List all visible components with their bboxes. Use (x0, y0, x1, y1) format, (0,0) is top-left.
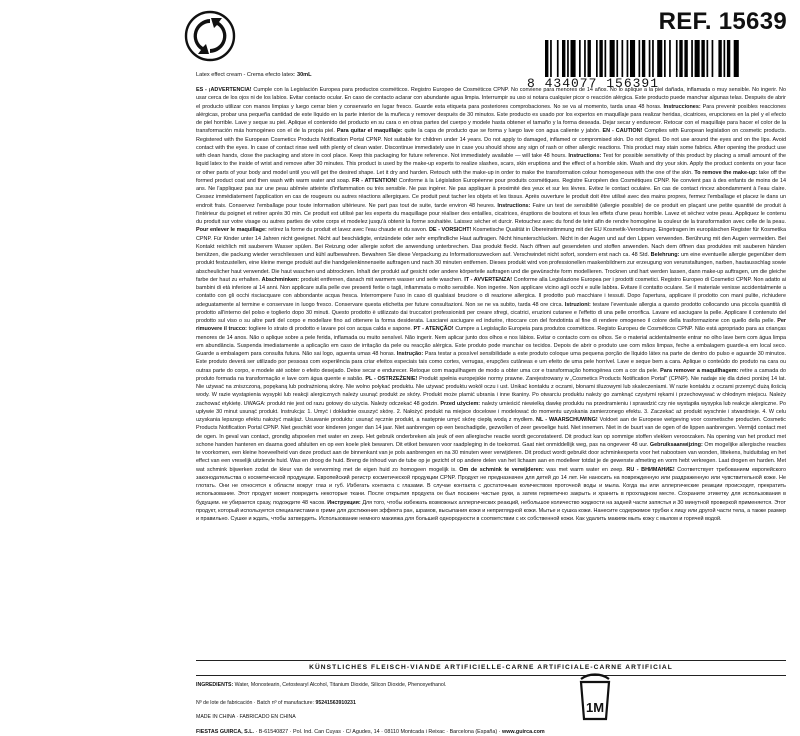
de-remove-tag: Abschminken: (261, 276, 300, 283)
es-remove-text: quite la capa de producto que se forma y luego lave con agua caliente y jabón. (404, 128, 601, 135)
country-of-origin: MADE IN CHINA · FABRICADO EN CHINA (196, 714, 296, 720)
de-warning-text: Kosmetische Qualität in Übereinstimmung mit der EU Kosmetik-Verordnung. Eingetragen im europäischen Register für Kosmetika CPNP. Für Kinder unter 14 Jahren nicht geeignet. Nicht auf beschädigte, entzündete oder sehr empfindliche Haut auftragen. Nicht hinunterschlucken. Nicht in der Augen und auf den Lippen verwenden. Berührung mit den Augen vermeiden. Bei Kontakt reichlich mit sauberem Wasser spülen. Bei Reizung oder allergie sofort die anwendung unterbrechen. Das produkt fleckt. Nach öffnen auf gesendeten und stoffen anwenden. Nach dem öffnen das produktes mit sauberen händen benützen, die packung wieder verschliessen und kühl aufbewahren. Bewahren Sie diese Verpackung zu Informationszwecken auf. Verschwindet nicht sofort, sondern erst nach ca. 48 Std. (196, 227, 786, 258)
es-remove-tag: Para quitar el maquillaje: (336, 128, 403, 135)
it-remove-text: togliere lo strato di prodotto e lavare poi con acqua calda e sapone. (248, 326, 412, 333)
ingredients-text: Water, Monostearin, Cetostearyl Alcohol, Titanium Dioxide, Silicon Dioxide, Phenoxyethanol. (234, 682, 447, 688)
company-address: · B-61540827 · Pol. Ind. Can Cuyas · C/ Agudes, 14 · 08110 Montcada i Reixac · Barcelona (España) · (255, 729, 501, 735)
en-warning-tag: EN - CAUTION! (602, 128, 643, 135)
ru-warning-text: Соответствует требованиям европейского законодательства о косметической продукции. Европейский регистр косметической продукции CPNP. Продукт не предназначен для детей до 14 лет. Не наносить на поврежденную или раздраженную или чувствительной коже. Не глотать. Они не относятся к области вокруг глаз и губ. Избегать контакта с глазами. В случае контакта с достаточным количеством проточной воды и мыла. Когда вы или аллергические реакции происходят, прекратить использование. Этот продукт может повредить некоторые ткани. После открытия продукта он был посажен чистые руки, а затем герметично закрыть и хранить в прохладном месте. Сохраните этикетку для использования в будущем. не убирается сразу, подождите 48 часов. (196, 466, 786, 506)
pl-instructions-tag: Przed użyciem: (440, 400, 481, 407)
ru-instructions-tag: Инструкция: (327, 499, 361, 506)
ru-instructions-text: Для того, чтобы избежать возможных аллергических реакций, небольшое количество жидкости на задней части запястья и 30 минутной проверкой применяется. Этот продукт, который используется специалистами в гриме для достижения эффекта ран, шрамов, высыпания кожи и неприглядной кожи. Мытье и сушка кожи. Нанесите содержимое трубки к лицу или другой части тела, а также размер и правильно. Сушке и ждать, чтобы затвердеть. Использование немного макияжа для большей однородности в соответствии с их собственной кожи. Как удалить макияж мыть кожу с мылом и горячей водой. (196, 499, 786, 522)
ru-warning-tag: RU - ВНИМАНИЕ! (626, 466, 675, 473)
nl-instructions-tag: Gebruiksaanwijzing: (649, 441, 703, 448)
es-warning-text: Cumple con la Legislación Europea para productos cosméticos. Registro Europeo de Cosméticos CPNP. No conviene para menores de 14 años. No lo aplique a la piel dañada, inflamada o muy sensible. No ingerir. No usar cerca de los ojos ni de los labios. Evitar contacto ocular. En caso de contacto aclarar con abundante agua limpia. Interrumpir su uso si notara cualquier picor o reacción alérgica. Este producto puede manchar algunas telas. Después de abrir el producto utilizar con manos limpias y luego cerrar bien y conservarlo en lugar fresco. Guarde esta etiqueta para posteriores comprobaciones. No se va al momento, tarda unas 48 horas. (196, 87, 786, 110)
it-warning-text: Conforme alla Legislazione Europea per i prodotti cosmetici. Registro Europeo di Cosmetici CPNP. Non adatto ai bambini di età inferiore ai 14 anni. Non applicare sulla pelle ove presenti ferite o tagli, infiammata o molto sensibile. Non ingerire. Non applicare vicino agli occhi e sulle labbra. Evitare il contatto oculare. Se il materiale venisse accidentalmente a contatto con gli occhi risciacquare con abbondante acqua fresca. Interrompere l'uso in caso di qualsiasi bruciore o di reazione allergica. Il prodotto può macchiare i tessuti. Dopo l'apertura, applicare il prodotto con mani pulite, richiudere adeguatamente al termine e conservare in luogo fresco. Conservare questa etichetta per future consultazioni. Non se ne va subito, tarda 48 ore circa. (196, 276, 786, 308)
pl-warning-tag: PL - OSTRZEŻENIE! (365, 375, 418, 382)
green-dot-recycling-icon (184, 10, 236, 62)
fr-warning-tag: FR - ATTENTION! (352, 177, 398, 184)
ingredients (196, 682, 446, 688)
divider (196, 660, 786, 661)
nl-remove-tag: Om de schmink te verwijderen: (459, 466, 544, 473)
fr-warning-text: Conforme à la Législation Européenne pour produits cosmétiques. Registre Européen des Cosmétiques CPNP. Ne convient pas à des enfants de moins de 14 ans. Ne l'appliquez pas sur une peau abîmée atteinte d'inflammation ou très sensible. Ne pas ingérer. Ne pas appliquer à proximité des yeux et sur les lèvres. Evitez le contact oculaire. En cas de contact rincez abondamment à l'eau claire. Cessez immédiatement l'application en cas de rougeurs ou autres réactions allergiques. Ce produit peut tacher les objets et les tissus. Après ouverture le produit doit être utilisé avec des mains propres, fermez l'emballage et placez le dans un endroit frais. Conservez l'emballage pour toute information ultérieure. Ne part pas tout de suite, tarde environ 48 heures. (196, 177, 786, 209)
product-volume: 30mL (296, 72, 312, 78)
batch-number (196, 700, 356, 706)
fr-remove-tag: Pour enlever le maquillage: (196, 227, 267, 234)
en-instructions-tag: Instructions: (568, 153, 602, 159)
de-remove-text: produkt entfernen, danach mit warmem wasser und seife waschen. (300, 276, 463, 283)
pao-label: 1M (585, 700, 605, 715)
product-type-banner: KÜNSTLICHES FLEISCH-VIANDE ARTIFICIELLE-CARNE ARTIFICIALE-CARNE ARTIFICIAL (309, 664, 673, 671)
product-title: Latex effect cream - Crema efecto latex: (196, 72, 296, 78)
nl-remove-text: was met warm water en zeep. (546, 466, 624, 473)
company-website: www.guirca.com (502, 729, 545, 735)
ingredients-label: INGREDIENTS: (196, 682, 234, 688)
de-instructions-tag: Belehrung: (650, 252, 680, 258)
en-remove-tag: To remove the make-up: (694, 169, 758, 176)
en-remove-text: take off the formed product coat and then wash with warm water and soap. (196, 169, 786, 184)
nl-instructions-text: Om mogelijke allergische reacties te voorkomen, een kleine hoeveelheid van deze product aan de binnenkant van je pols aanbrengen en na 30 minuten weer verwijderen. Dit product wordt gebruikt door schminkexperts voor het nabootsen van wonden, littekens, huiduitslag en het effect van een vreselijk uitziende huid. Was en droog de huid. Breng de inhoud van de tube op je gezicht of op andere delen van het lichaam aan en modelleer totdat je de gewenste afmeting en vorm hebt verkregen. Laat drogen en harden. Met wat schmink bijwerken zodat de kleur van de vervorming met de eigen huid zo homogeen mogelijk is. (196, 441, 786, 473)
batch-label: Nº de lote de fabricación · Batch nº of manufacture: (196, 700, 314, 706)
it-instructions-tag: Istruzioni: (564, 301, 591, 308)
ref-title: REF. 15639 (658, 8, 787, 35)
es-warning-tag: ES - ¡ADVERTENCIA! (196, 87, 252, 93)
barcode-number: 8 434077 156391 (527, 77, 787, 91)
en-instructions-text: Test for possible sensitivity of this product by placing a small amount of the liquid latex to the inside of wrist and remove after 30 minutes. This product is used by the make-up experts to realize slashes, scars, skin eruptions and the effect of a horrible skin. Wash and dry your skin. Apply the product contents on your face or other parts of your body and model until you will get the desired shape. Let it dry and harden. Retouch with the make-up in order to make the transformation colour homogeneous with the one of the skin. (196, 153, 786, 176)
warnings-text-block (196, 86, 786, 632)
fr-remove-text: retirez la forme du produit et lavez avec l'eau chaude et du savon. (268, 227, 428, 234)
es-instructions-text: Para prevenir posibles reacciones alérgicas, probar una pequeña cantidad de este líquido en la parte interior de la muñeca y remover después de 30 minutos. Este producto es usado por los expertos en maquillaje para realizar heridas, cicatrices, erupciones en la piel y el efecto de piel horrible. Lave y seque su piel. Aplique el contenido del producto en su cara o en otras partes del cuerpo y modele hasta obtener el tamaño y la forma deseada. Dejar secar y endurecer. Retocar con el maquillaje para hacer el color de la transformación más homogéneo con el de la propia piel. (196, 103, 786, 135)
pt-warning-tag: PT - ATENÇÃO! (413, 326, 454, 333)
pt-remove-text: retire a camada do produto formada na transformação e lave com água quente e sabão. (196, 367, 786, 382)
pt-instructions-text: Para testar a possível sensibilidade a este produto coloque uma pequena porção de líquido látex na parte de dentro do pulso e aguarde 30 minutos. Este produto deverá ser utilizado por pessoas com experiência para criar efeitos especiais tais como cortes, verrugas, erupções cutâneas e um efeito de uma pele horrível. Lave e seque bem a cara. Aplique o conteúdo do produto na cara ou outras parte do corpo, e modele até sobter o efeito desejado. Deixe secar e endurecer. Retoque com maquilhagem de modo a obter uma cor e transformação homogénea com a cor da pele. (196, 351, 786, 374)
pt-instructions-tag: Instrução: (396, 351, 424, 357)
de-instructions-text: um eine eventuelle allergie gegenüber dem produkt festzustellen, eine kleine menge produkt auf die handgelenkinnenseite auftragen und nach 30 minuten entfernen. Dieses produkt wird von professionellen maskenbildnern zur erzeugung von verunstaltungen, narben, hautausschlag sowie abscheulicher haut verwendet. Die haut waschen und abtrocknen. Inhalt der produkt auf gesicht oder andere körperteile auftragen und die gewünschte form modellieren. Trocknen und hart werden lassen, dann make-up auftragen, um die gleiche farbe der haut zu erhalten. (196, 252, 786, 283)
nl-warning-tag: NL - WAARSCHUWING! (536, 417, 598, 423)
es-instructions-tag: Instrucciones: (663, 103, 701, 110)
pt-remove-tag: Para remover a maquilhagem: (660, 367, 739, 374)
fr-instructions-text: Faire un test de sensibilité (allergie possible) de ce produit en plaçant une petite quantité de produit à l'intérieur du poignet et retirer après 30 min. Ce produit est utilisé par les experts du maquillage pour réaliser des entailles, cicatrices, éruptions de boutons et tous les effets d'une peau horrible. Lavez et séchez votre peau. Appliquez le contenu du produit sur votre visage ou autres parties de votre corps et modelez jusqu'à obtenir la forme souhaitée. Laissez sécher et durcir. Retouchez avec du fond de teint afin de rendre homogène la couleur de la transformation avec celle de la peau. (196, 202, 786, 225)
fr-instructions-tag: Instructions: (497, 202, 531, 209)
company-footer (196, 729, 545, 735)
reference-number (527, 8, 787, 36)
nl-warning-text: Voldoet aan de Europese wetgeving voor cosmetische producten. Cosmetic Products Notification Portal CPNP. Niet geschikt voor kinderen jonger dan 14 jaar. Niet aanbrengen op een beschadigde, gezwollen of zeer gevoelige huid. Niet innemen. Niet in de buurt van de ogen of de lippen aanbrengen. Vermijd contact met de ogen. In geval van contact, grondig afspoelen met water en zeep. Het gebruik onderbreken als jeuk of een allergische reactie wordt geconstateerd. Dit product kan op sommige stoffen vlekken veroorzaken. Na opening van het product met schone handen hanteren en daarna goed afsluiten en op een koele plek bewaren. Dit etiket bewaren voor raadpleging in de toekomst. Gaat niet onmiddellijk weg, pas na ongeveer 48 uur. (196, 417, 786, 448)
batch-value: 95241563910231 (315, 700, 356, 706)
product-name (196, 72, 312, 78)
en-warning-text: Complies with European legislation on cosmetic products. Registered with the European Cosmetics Products Notification Portal CPNP. Not suitable for children under 14 years. Do not apply to damaged, inflamed or compromised skin. Do not digest. Do not use around the eyes and on the lips. Avoid contact with the eyes. In case of contact rinse well with plenty of clean water. Discontinue immediately use in case you should show any sign of rash or other allergic reactions. This product may stain some fabrics. After opening the product use with clean hands, close the packaging and store in cool place. Keep this packaging for future reference. Not immediately available — will take 48 hours. (196, 128, 786, 159)
company-name: FIESTAS GUIRCA, S.L. (196, 729, 255, 735)
pt-warning-text: Cumpre a Legislação Europeia para produtos cosméticos. Registo Europeu de Cosméticos CPNP. Não está apropriado para as crianças menores de 14 anos. Não o aplique sobre a pele ferida, inflamada ou muito sensível. Não ingerir. Nem aplicar junto dos olhos e nos lábios. Evitar o contacto com os olhos. Se o material acidentalmente entrar no olho lave bem com água limpa em abundância. Suspenda imediatamente a aplicação em caso de irritação da pele ou reacção alérgica. Este produto pode manchar os tecidos. Depois de abrir o produto use com mãos limpas, feche a embalagem guarde-a em local seco. Guarde a embalagem para consulta futura. Não sai logo, aguenta umas 48 horas. (196, 326, 786, 357)
it-instructions-text: testare l'eventuale allergia a questo prodotto collocando una piccola quantità di prodotto all'interno del polso e toglierlo dopo 30 minuti. Questo prodotto è utilizzato dai truccatori professionisti per creare sfregi, cicatrici, eruzioni cutanee e l'effetto di una pelle orrorifica. Lavare ed asciugare la pelle. Applicare il contenuto del prodotto sul viso o su altre parti del corpo e modellare fino ad ottenere la forma desiderata. Lasciarei asciugare ed indurire, ritoccare con del fondotinta al fine di rendere omogeneo il colore della trasformazione con quello della pelle. (196, 301, 786, 324)
divider (196, 675, 786, 676)
it-remove-tag: Per rimuovere il trucco: (196, 318, 786, 333)
de-warning-tag: DE - VORSICHT! (429, 227, 472, 234)
pl-instructions-text: należy umieścić niewielką dawkę produktu na przedramieniu i sprawdzić czy nie wystąpiła wysypka lub reakcje alergiczne. Po upływie 30 minut usunąć produkt. Instrukcja: 1. Umyć i dokładnie osuszyć skórę. 2. Nałożyć produkt na miejsce docelowe i modelować do momentu uzyskania zamierzonego efektu. 3. Zaczekać aż produkt wyschnie i stwardnieje. 4. W celu uzyskania lepszego efektu nałożyć makijaż. Usuwanie produktu: usunąć ręcznie produkt, a następnie umyć skórę ciepłą wodą z mydłem. (196, 400, 786, 423)
it-warning-tag: IT - AVVERTENZA! (464, 276, 513, 283)
pl-warning-text: Produkt spełnia europejskie normy prawne. Zarejestrowany w „Cosmetics Products Notification Portal" (CPNP). Nie nadaje się dla dzieci poniżej 14 lat. Nie używać na zniszczoną, popękaną lub podrażnioną skórę. Nie wolno połykać produktu. Nie używać produktu wokół oczu i ust. Unikać kontaktu z oczami, błonami śluzowymi lub skaleczeniami. W razie kontaktu z oczami przemyć dużą ilością wody. W razie wystąpienia wysypki lub reakcji alergicznych należy usunąć produkt ze skóry. Produkt może plamić ubrania i inne tkaniny. Po otwarciu produktu należy go zamknąć czystymi rękami i przechowywać w chłodnym miejscu. Należy zachować etykietę. UWAGA: produkt nie jest od razu gotowy do użycia. Należy odczekać 48 godzin. (196, 375, 786, 407)
